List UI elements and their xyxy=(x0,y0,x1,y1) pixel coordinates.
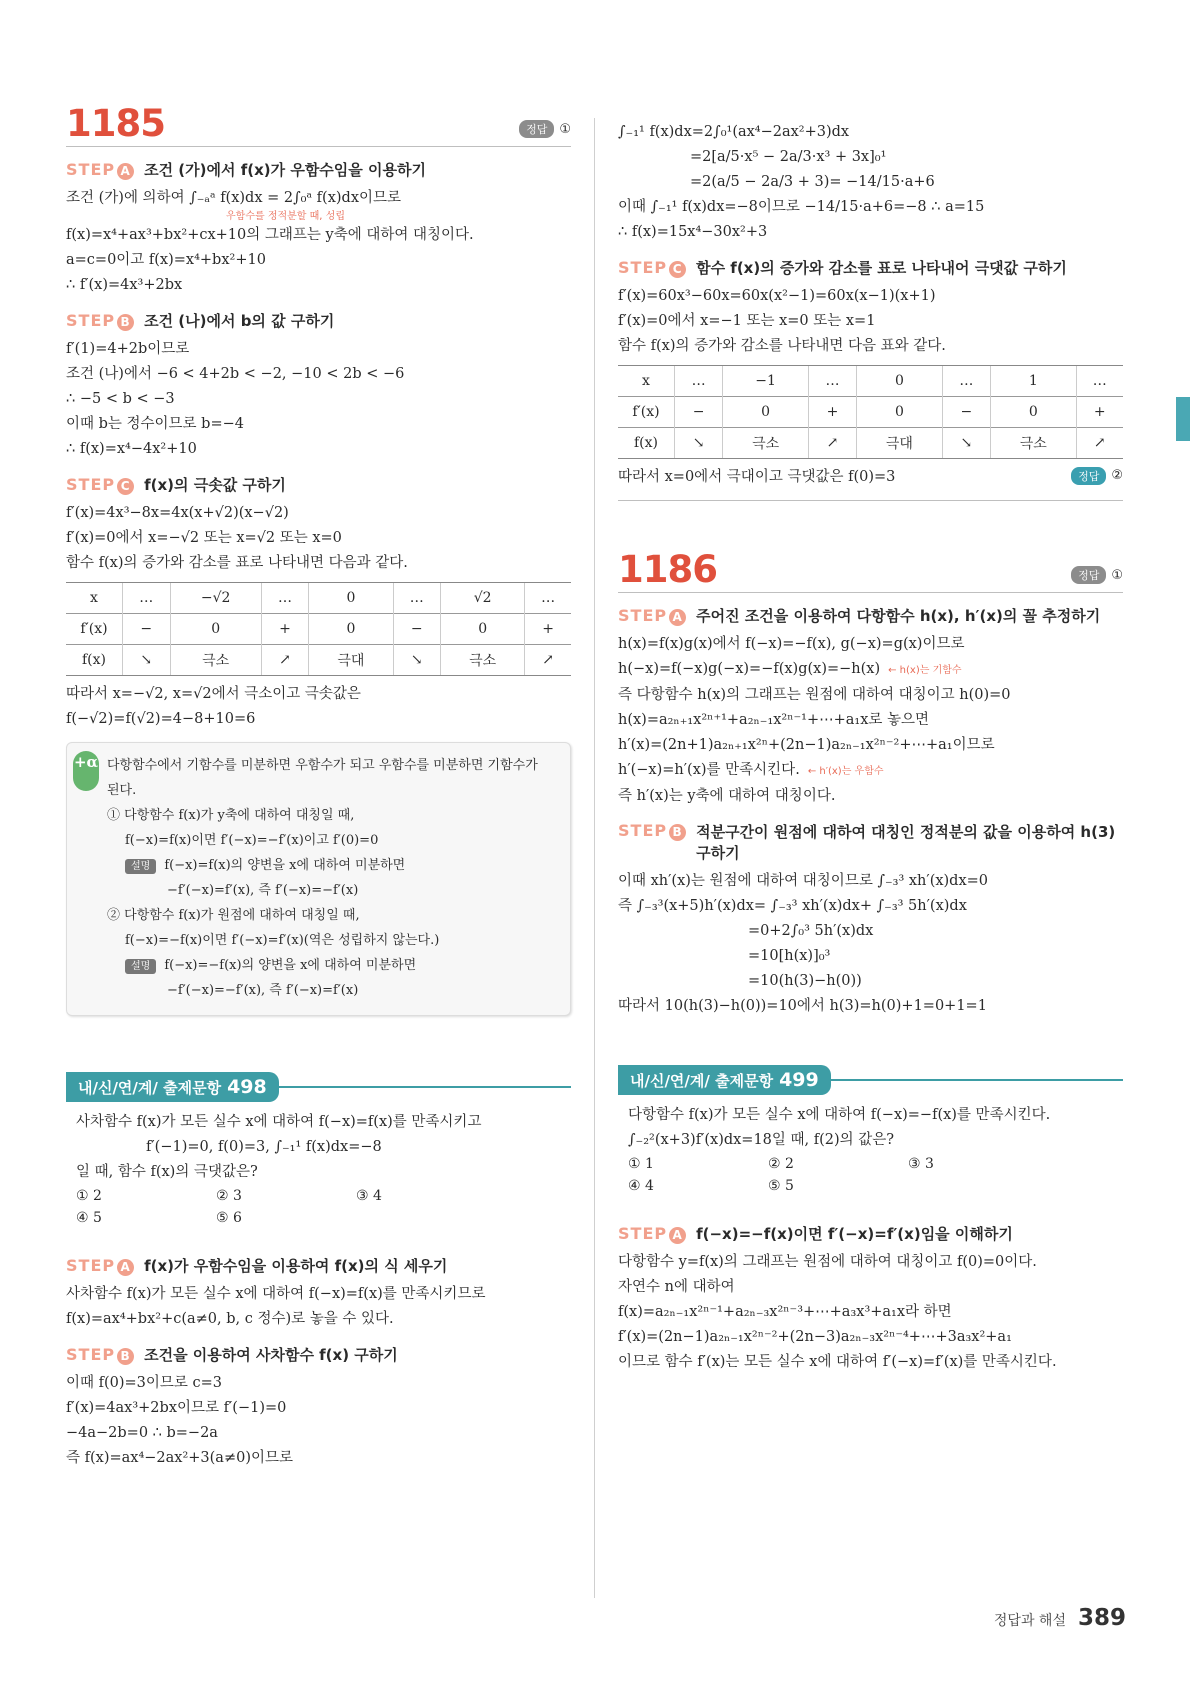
tip-box: +α 다항함수에서 기함수를 미분하면 우함수가 되고 우함수를 미분하면 기함수가 된다. ① 다항함수 f(x)가 y축에 대하여 대칭일 때, f(−x)=f(x)이면 f′(−x)=−f′(x)이고 f′(0)=0 설명 f(−x)=f(x)의 양변을 x에 대하여 미분하면 −f′(−x)=f′(x), 즉 f′(−x)=−f′(x) ② 다항함수 f(x)가 원점에 대하여 대칭일 때, f(−x)=−f(x)이면 f′(−x)=f′(x)(역은 성립하지 않는다.) 설명 f(−x)=−f(x)의 양변을 x에 대하여 미분하면 −f′(−x)=−f′(x), 즉 f′(−x)=f′(x) xyxy=(66,742,571,1016)
text-line: 자연수 n에 대하여 xyxy=(618,1279,735,1295)
text-line: =2[a/5·x⁵ − 2a/3·x³ + 3x]₀¹ xyxy=(690,149,887,165)
text-line: 조건 (나)에서 −6 < 4+2b < −2, −10 < 2b < −6 xyxy=(66,366,405,382)
choice: ③ 3 xyxy=(908,1156,934,1172)
text-line: h(−x)=f(−x)g(−x)=−f(x)g(x)=−h(x) ← h(x)는 기함수 xyxy=(618,661,962,677)
choice: ④ 4 xyxy=(628,1178,654,1194)
text-line: f′(1)=4+2b이므로 xyxy=(66,341,190,357)
text-line: 사차함수 f(x)가 모든 실수 x에 대하여 f(−x)=f(x)를 만족시키므로 xyxy=(66,1286,486,1302)
choice: ④ 5 xyxy=(76,1210,102,1226)
question-text: 사차함수 f(x)가 모든 실수 x에 대하여 f(−x)=f(x)를 만족시키고 xyxy=(76,1114,482,1130)
answer-badge: 정답 ① xyxy=(519,120,571,138)
table-row: f(x) ↘ 극소 ↗ 극대 ↘ 극소 ↗ xyxy=(66,645,571,676)
text-line: f′(x)=0에서 x=−1 또는 x=0 또는 x=1 xyxy=(618,313,876,329)
text-line: f(−√2)=f(√2)=4−8+10=6 xyxy=(66,711,256,727)
text-line: f′(x)=4x³−8x=4x(x+√2)(x−√2) xyxy=(66,505,289,521)
question-text: f′(−1)=0, f(0)=3, ∫₋₁¹ f(x)dx=−8 xyxy=(146,1139,382,1155)
text-line: 즉 ∫₋₃³(x+5)h′(x)dx= ∫₋₃³ xh′(x)dx+ ∫₋₃³ 5h′(x)dx xyxy=(618,898,967,914)
text-line: h′(−x)=h′(x)를 만족시킨다. ← h′(x)는 우함수 xyxy=(618,762,884,778)
answer-badge: 정답 ② xyxy=(1071,467,1123,485)
section-tab xyxy=(1176,397,1190,441)
text-line: h(x)=f(x)g(x)에서 f(−x)=−f(x), g(−x)=g(x)이므로 xyxy=(618,636,965,652)
text-line: ∴ f′(x)=4x³+2bx xyxy=(66,277,183,293)
text-line: 즉 f(x)=ax⁴−2ax²+3(a≠0)이므로 xyxy=(66,1450,293,1466)
text-line: ∴ −5 < b < −3 xyxy=(66,391,175,407)
step-b-heading: STEP B 조건을 이용하여 사차함수 f(x) 구하기 xyxy=(66,1345,398,1364)
text-line: 따라서 10(h(3)−h(0))=10에서 h(3)=h(0)+1=0+1=1 xyxy=(618,998,987,1014)
text-line: 즉 다항함수 h(x)의 그래프는 원점에 대하여 대칭이고 h(0)=0 xyxy=(618,687,1011,703)
question-text: ∫₋₂²(x+3)f′(x)dx=18일 때, f(2)의 값은? xyxy=(628,1132,895,1148)
sign-table xyxy=(618,365,1123,459)
question-text: 일 때, 함수 f(x)의 극댓값은? xyxy=(76,1164,258,1180)
conclusion-row xyxy=(618,465,1123,490)
text-line: f(x)=ax⁴+bx²+c(a≠0, b, c 정수)로 놓을 수 있다. xyxy=(66,1311,394,1327)
text-line: 이때 xh′(x)는 원점에 대하여 대칭이므로 ∫₋₃³ xh′(x)dx=0 xyxy=(618,873,989,889)
text-line: f(x)=x⁴+ax³+bx²+cx+10의 그래프는 y축에 대하여 대칭이다. xyxy=(66,227,474,243)
sign-table xyxy=(66,582,571,676)
text-line: f(x)=a₂ₙ₋₁x²ⁿ⁻¹+a₂ₙ₋₃x²ⁿ⁻³+⋯+a₃x³+a₁x라 하면 xyxy=(618,1304,952,1320)
text-line: ∴ f(x)=15x⁴−30x²+3 xyxy=(618,224,768,240)
choice: ① 2 xyxy=(76,1188,102,1204)
text-line: ∴ f(x)=x⁴−4x²+10 xyxy=(66,441,197,457)
choice: ⑤ 6 xyxy=(216,1210,242,1226)
text-line: 함수 f(x)의 증가와 감소를 나타내면 다음 표와 같다. xyxy=(618,338,946,354)
text-line: h(x)=a₂ₙ₊₁x²ⁿ⁺¹+a₂ₙ₋₁x²ⁿ⁻¹+⋯+a₁x로 놓으면 xyxy=(618,712,930,728)
text-line: 이때 f(0)=3이므로 c=3 xyxy=(66,1375,223,1391)
linked-question-bar: 내/신/연/계/ 출제문항 499 xyxy=(618,1065,1123,1095)
step-b-heading: STEP B 적분구간이 원점에 대하여 대칭인 정적분의 값을 이용하여 h(3) 구하기 xyxy=(618,821,1116,862)
step-b-heading: STEP B 조건 (나)에서 b의 값 구하기 xyxy=(66,311,335,330)
choice: ③ 4 xyxy=(356,1188,382,1204)
problem-1185-header xyxy=(66,102,571,147)
question-text: 다항함수 f(x)가 모든 실수 x에 대하여 f(−x)=−f(x)를 만족시킨다. xyxy=(628,1107,1051,1123)
text-line: f′(x)=(2n−1)a₂ₙ₋₁x²ⁿ⁻²+(2n−3)a₂ₙ₋₃x²ⁿ⁻⁴+⋯+3a₃x²+a₁ xyxy=(618,1329,1012,1345)
problem-number: 1186 xyxy=(618,548,717,591)
left-column xyxy=(66,102,571,1471)
text-line: f′(x)=60x³−60x=60x(x²−1)=60x(x−1)(x+1) xyxy=(618,288,936,304)
explain-badge: 설명 xyxy=(125,959,156,974)
text-line: 조건 (가)에 의하여 ∫₋ₐᵃ f(x)dx = 2∫₀ᵃ f(x)dx이므로 xyxy=(66,190,402,206)
divider-line xyxy=(618,500,1123,501)
text-line: h′(x)=(2n+1)a₂ₙ₊₁x²ⁿ+(2n−1)a₂ₙ₋₁x²ⁿ⁻²+⋯+a₁이므로 xyxy=(618,737,995,753)
text-line: =10(h(3)−h(0)) xyxy=(748,973,862,989)
step-a-heading: STEP A f(−x)=−f(x)이면 f′(−x)=f′(x)임을 이해하기 xyxy=(618,1224,1013,1243)
problem-number: 1185 xyxy=(66,102,165,145)
step-c-heading: STEP C f(x)의 극솟값 구하기 xyxy=(66,475,286,494)
answer-choices xyxy=(66,1185,571,1229)
plus-alpha-icon: +α xyxy=(73,751,99,791)
answer-badge: 정답 ① xyxy=(1071,566,1123,584)
table-row: f′(x) − 0 + 0 − 0 + xyxy=(66,614,571,645)
text-line: =0+2∫₀³ 5h′(x)dx xyxy=(748,923,874,939)
footer-label: 정답과 해설 xyxy=(993,1613,1066,1629)
linked-question-bar: 내/신/연/계/ 출제문항 498 xyxy=(66,1072,571,1102)
table-row: f(x) ↘ 극소 ↗ 극대 ↘ 극소 ↗ xyxy=(618,428,1123,459)
text-line: 함수 f(x)의 증가와 감소를 표로 나타내면 다음과 같다. xyxy=(66,555,408,571)
choice: ① 1 xyxy=(628,1156,654,1172)
page-number: 389 xyxy=(1077,1605,1126,1631)
table-row: x … −1 … 0 … 1 … xyxy=(618,366,1123,397)
annotation: 우함수를 정적분할 때, 성립 xyxy=(226,211,345,222)
text-line: −4a−2b=0 ∴ b=−2a xyxy=(66,1425,218,1441)
text-line: 따라서 x=−√2, x=√2에서 극소이고 극솟값은 xyxy=(66,686,361,702)
step-a-heading: STEP A f(x)가 우함수임을 이용하여 f(x)의 식 세우기 xyxy=(66,1256,448,1275)
text-line: =2(a/5 − 2a/3 + 3)= −14/15·a+6 xyxy=(690,174,935,190)
text-line: f′(x)=4ax³+2bx이므로 f′(−1)=0 xyxy=(66,1400,287,1416)
step-c-heading: STEP C 함수 f(x)의 증가와 감소를 표로 나타내어 극댓값 구하기 xyxy=(618,258,1067,277)
choice: ⑤ 5 xyxy=(768,1178,794,1194)
step-a-heading: STEP A 조건 (가)에서 f(x)가 우함수임을 이용하기 xyxy=(66,160,426,179)
text-line: 이때 b는 정수이므로 b=−4 xyxy=(66,416,244,432)
answer-choices xyxy=(618,1153,1123,1197)
text-line: 다항함수 y=f(x)의 그래프는 원점에 대하여 대칭이고 f(0)=0이다. xyxy=(618,1254,1037,1270)
step-a-heading: STEP A 주어진 조건을 이용하여 다항함수 h(x), h′(x)의 꼴 추정하기 xyxy=(618,606,1101,625)
text-line: 이때 ∫₋₁¹ f(x)dx=−8이므로 −14/15·a+6=−8 ∴ a=15 xyxy=(618,199,985,215)
text-line: 이므로 함수 f′(x)는 모든 실수 x에 대하여 f′(−x)=f′(x)를 만족시킨다. xyxy=(618,1354,1057,1370)
problem-1186-header xyxy=(618,548,1123,593)
table-row: x … −√2 … 0 … √2 … xyxy=(66,583,571,614)
table-row: f′(x) − 0 + 0 − 0 + xyxy=(618,397,1123,428)
text-line: 따라서 x=0에서 극대이고 극댓값은 f(0)=3 xyxy=(618,469,896,485)
right-column xyxy=(618,120,1123,1375)
choice: ② 3 xyxy=(216,1188,242,1204)
text-line: 즉 h′(x)는 y축에 대하여 대칭이다. xyxy=(618,788,836,804)
text-line: f′(x)=0에서 x=−√2 또는 x=√2 또는 x=0 xyxy=(66,530,342,546)
text-line: =10[h(x)]₀³ xyxy=(748,948,831,964)
column-divider xyxy=(594,118,595,1598)
choice: ② 2 xyxy=(768,1156,794,1172)
explain-badge: 설명 xyxy=(125,859,156,874)
text-line: a=c=0이고 f(x)=x⁴+bx²+10 xyxy=(66,252,266,268)
text-line: ∫₋₁¹ f(x)dx=2∫₀¹(ax⁴−2ax²+3)dx xyxy=(618,124,850,140)
page-footer xyxy=(994,1605,1126,1631)
